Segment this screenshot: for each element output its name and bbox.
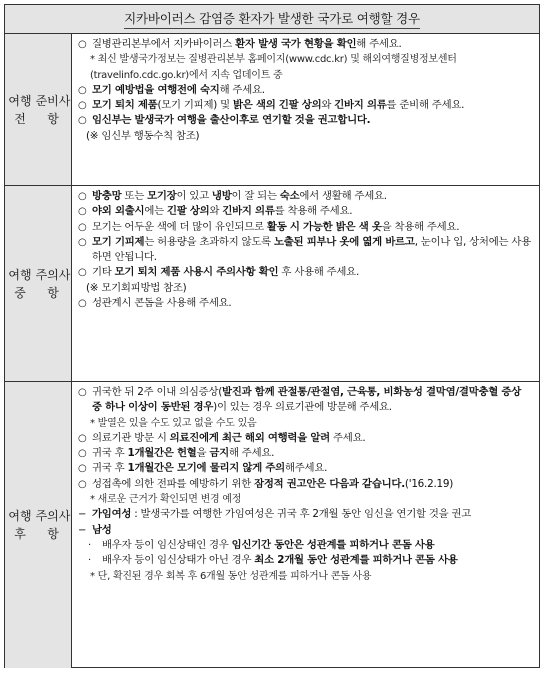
section-before-travel bbox=[5, 34, 539, 186]
plain-text: 또는 bbox=[121, 190, 148, 202]
plain-text: 해 주세요. bbox=[356, 38, 402, 50]
item-text bbox=[92, 189, 533, 204]
plain-text: 를 착용해 주세요. bbox=[274, 205, 353, 218]
item-text bbox=[92, 523, 533, 538]
bullet-icon: − bbox=[78, 509, 87, 521]
plain-text: ('16.2.19) bbox=[404, 477, 454, 490]
item-text bbox=[92, 296, 533, 311]
section-label-line: 여행 중 bbox=[8, 267, 32, 300]
emphasis-text: 의료진에게 최근 해외 여행력을 알려 bbox=[169, 431, 330, 444]
emphasis-text: 금지 bbox=[209, 447, 229, 460]
emphasis-text: 긴바지 의류 bbox=[334, 99, 387, 112]
list-item bbox=[78, 523, 533, 538]
list-item bbox=[78, 538, 533, 553]
bullet-icon: ○ bbox=[78, 236, 87, 248]
plain-text: 해주세요. bbox=[284, 462, 328, 475]
plain-text: 해 주세요. bbox=[219, 83, 265, 96]
list-item bbox=[78, 265, 533, 280]
plain-text: 의료기관 방문 시 bbox=[92, 431, 170, 444]
plain-text: 귀국 후 bbox=[92, 447, 128, 460]
list-item bbox=[78, 235, 533, 266]
section-label-line: 여행 후 bbox=[8, 509, 32, 541]
list-item bbox=[78, 431, 533, 446]
emphasis-text: 1개월간은 헌혈 bbox=[127, 447, 197, 460]
bullet-icon: ○ bbox=[78, 115, 87, 127]
item-text bbox=[92, 204, 533, 219]
list-item bbox=[78, 553, 533, 568]
plain-text: 와 bbox=[321, 99, 335, 112]
emphasis-text: 밝은 색의 긴팔 상의 bbox=[232, 99, 322, 112]
plain-text: 와 bbox=[209, 205, 223, 218]
plain-text: (모기 기피제) 및 bbox=[157, 99, 233, 112]
item-text bbox=[92, 235, 533, 266]
reference-note: (※ 임신부 행동수칙 참조) bbox=[86, 129, 200, 142]
plain-text: 귀국 후 bbox=[92, 462, 128, 475]
plain-text: 성관계시 콘돔을 사용해 주세요. bbox=[92, 297, 232, 310]
plain-text: 배우자 등이 임신상태가 아닌 경우 bbox=[102, 554, 255, 567]
section-during-travel bbox=[5, 186, 539, 382]
bullet-icon: ○ bbox=[78, 221, 87, 233]
plain-text: 성접촉에 의한 전파를 예방하기 위한 bbox=[92, 477, 255, 490]
plain-text: 주세요. bbox=[329, 431, 366, 444]
footnote: * 발열은 있을 수도 있고 없을 수도 있음 bbox=[90, 417, 257, 429]
plain-text: 에서 생활해 주세요. bbox=[299, 190, 387, 202]
plain-text: 이 있고 bbox=[176, 190, 212, 202]
plain-text: 을 bbox=[196, 447, 210, 460]
item-text bbox=[102, 553, 533, 568]
section-after-travel bbox=[5, 382, 539, 668]
list-item bbox=[78, 446, 533, 461]
emphasis-text: 임신부는 발생국가 여행을 출산이후로 연기할 것을 권고합니다. bbox=[92, 114, 371, 127]
bullet-icon: ○ bbox=[78, 191, 87, 202]
plain-text: 에는 bbox=[144, 205, 167, 218]
item-text bbox=[102, 538, 533, 553]
notice-title-text: 지카바이러스 감염증 환자가 발생한 국가로 여행할 경우 bbox=[124, 9, 420, 29]
item-text bbox=[92, 461, 533, 476]
list-item bbox=[78, 461, 533, 476]
plain-text: 이 잘 되는 bbox=[231, 190, 280, 202]
section-label-line: 여행 전 bbox=[8, 93, 32, 126]
plain-text: 는 허용량을 초과하지 않도록 bbox=[144, 235, 274, 248]
list-item bbox=[78, 220, 533, 235]
emphasis-text: 발진과 함께 관절통/관절염, 근육통, 비화농성 결막염/결막충혈 증상 중 하나 이상이 동반된 경우 bbox=[92, 386, 521, 414]
footnote: * 단, 확진된 경우 회복 후 6개월 동안 성관계를 피하거나 콘돔 사용 bbox=[90, 570, 372, 582]
item-text bbox=[92, 37, 533, 52]
emphasis-text: 야외 외출시 bbox=[92, 205, 145, 218]
list-item bbox=[78, 113, 533, 128]
emphasis-text: 긴바지 의류 bbox=[222, 205, 275, 218]
bullet-icon: ○ bbox=[78, 39, 87, 50]
list-item bbox=[78, 507, 533, 522]
list-item bbox=[78, 204, 533, 219]
list-item bbox=[78, 83, 533, 98]
bullet-icon: ○ bbox=[78, 298, 87, 310]
bullet-icon: ○ bbox=[78, 448, 87, 460]
bullet-icon: ○ bbox=[78, 84, 87, 96]
notice-box bbox=[4, 4, 540, 668]
item-text bbox=[92, 507, 533, 522]
plain-text: 후 사용해 주세요. bbox=[278, 266, 360, 279]
plain-text: 해 주세요. bbox=[228, 447, 275, 460]
emphasis-text: 모기 기피제 bbox=[92, 235, 145, 248]
emphasis-text: 방충망 bbox=[92, 190, 122, 202]
reference-note: (※ 모기회피방법 참조) bbox=[86, 281, 187, 294]
bullet-icon: · bbox=[88, 555, 91, 567]
bullet-icon: − bbox=[78, 524, 87, 536]
section-body bbox=[72, 382, 539, 668]
section-label-line: 주의사항 bbox=[35, 267, 71, 300]
bullet-icon: ○ bbox=[78, 206, 87, 218]
bullet-icon: · bbox=[88, 539, 91, 551]
footnote: * 최신 발생국가정보는 질병관리본부 홈페이지(www.cdc.kr) 및 해외여행질병정보센터(travelinfo.cdc.go.kr)에서 지속 업데이트 중 bbox=[90, 54, 457, 81]
item-text bbox=[92, 477, 533, 492]
list-item bbox=[78, 477, 533, 492]
item-text bbox=[92, 113, 533, 128]
bullet-icon: ○ bbox=[78, 432, 87, 444]
plain-text: 배우자 등이 임신상태인 경우 bbox=[102, 538, 232, 551]
notice-title bbox=[5, 5, 539, 34]
emphasis-text: 모기 퇴치 제품 bbox=[92, 99, 158, 112]
emphasis-text: 모기 예방법을 여행전에 숙지 bbox=[92, 83, 220, 96]
emphasis-text: 활동 시 가능한 밝은 색 옷 bbox=[266, 220, 382, 233]
list-item bbox=[78, 37, 533, 52]
item-text bbox=[92, 98, 533, 113]
plain-text: 을 착용해 주세요. bbox=[381, 220, 460, 233]
plain-text: : 발생국가를 여행한 가임여성은 귀국 후 2개월 동안 임신을 연기할 것을 권고 bbox=[131, 508, 472, 521]
section-body bbox=[72, 186, 539, 381]
list-item bbox=[78, 98, 533, 113]
emphasis-text: 가임여성 bbox=[92, 508, 132, 521]
list-item bbox=[78, 189, 533, 204]
plain-text: )이 있는 경우 의료기관에 방문해 주세요. bbox=[213, 401, 392, 414]
emphasis-text: 모기장 bbox=[147, 190, 177, 202]
emphasis-text: 환자 발생 국가 현황을 확인 bbox=[235, 38, 357, 50]
plain-text: 귀국한 뒤 2주 이내 의심증상( bbox=[92, 386, 223, 398]
item-text bbox=[92, 83, 533, 98]
section-label bbox=[5, 382, 72, 668]
section-label-line: 주의사항 bbox=[35, 509, 71, 541]
plain-text: , 눈이나 입, 상처에는 사용하면 안됩니다. bbox=[92, 235, 531, 264]
section-label-line: 준비사항 bbox=[35, 93, 71, 126]
emphasis-text: 남성 bbox=[92, 523, 112, 536]
bullet-icon: ○ bbox=[78, 463, 87, 475]
bullet-icon: ○ bbox=[78, 100, 87, 112]
item-text bbox=[92, 265, 533, 280]
bullet-icon: ○ bbox=[78, 478, 87, 490]
plain-text: 모기는 어두운 색에 더 많이 유인되므로 bbox=[92, 220, 267, 233]
bullet-icon: ○ bbox=[78, 267, 87, 279]
list-item bbox=[78, 296, 533, 311]
item-text bbox=[92, 220, 533, 235]
list-item bbox=[78, 385, 533, 416]
section-label bbox=[5, 186, 72, 381]
plain-text: 질병관리본부에서 지카바이러스 bbox=[92, 38, 236, 50]
bullet-icon: ○ bbox=[78, 387, 87, 398]
emphasis-text: 긴팔 상의 bbox=[166, 205, 210, 218]
plain-text: 를 준비해 주세요. bbox=[386, 99, 465, 112]
emphasis-text: 1개월간은 모기에 물리지 않게 주의 bbox=[127, 462, 285, 475]
item-text bbox=[92, 385, 533, 416]
emphasis-text: 최소 2개월 동안 성관계를 피하거나 콘돔 사용 bbox=[254, 554, 458, 567]
section-label bbox=[5, 34, 72, 185]
plain-text: 기타 bbox=[92, 266, 115, 279]
emphasis-text: 노출된 피부나 옷에 엷게 바르고 bbox=[273, 235, 415, 248]
emphasis-text: 잠정적 권고안은 다음과 같습니다. bbox=[254, 477, 405, 490]
emphasis-text: 냉방 bbox=[211, 190, 232, 202]
section-body bbox=[72, 34, 539, 185]
footnote: * 새로운 근거가 확인되면 변경 예정 bbox=[90, 494, 242, 506]
emphasis-text: 숙소 bbox=[279, 190, 300, 202]
emphasis-text: 모기 퇴치 제품 사용시 주의사항 확인 bbox=[114, 266, 279, 279]
emphasis-text: 임신기간 동안은 성관계를 피하거나 콘돔 사용 bbox=[231, 538, 435, 551]
item-text bbox=[92, 446, 533, 461]
item-text bbox=[92, 431, 533, 446]
